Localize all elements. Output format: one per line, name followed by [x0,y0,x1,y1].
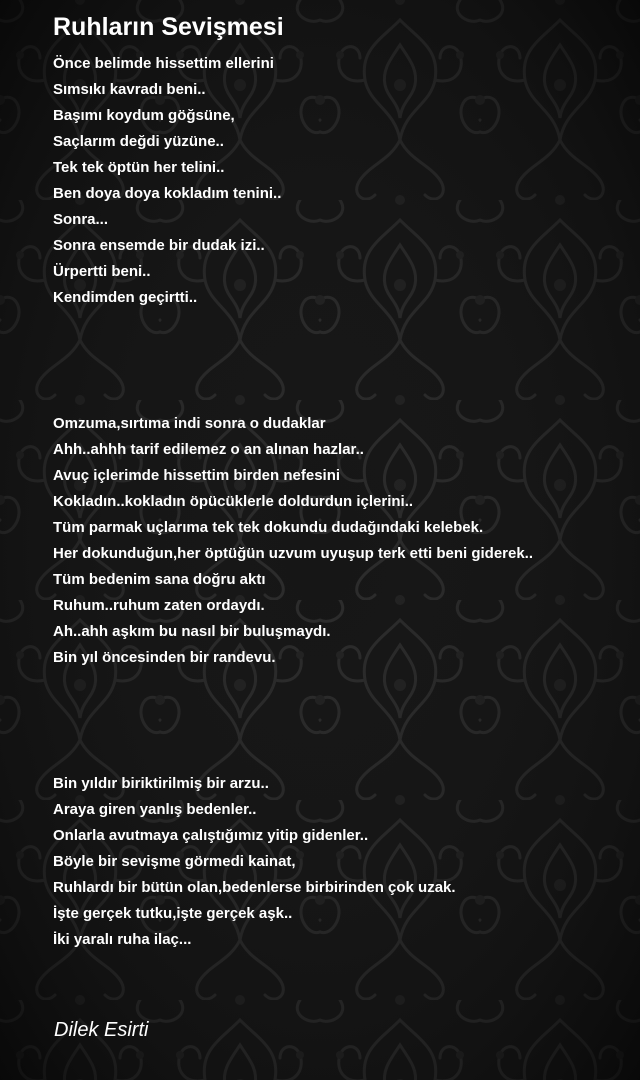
poem-stanza-1 [53,51,281,311]
poem-line: Sonra ensemde bir dudak izi.. [53,237,265,254]
poem-line: Onlarla avutmaya çalıştığımız yitip gidenler.. [53,827,369,844]
poem-stanza-3 [53,771,456,953]
poem-line: Saçlarım değdi yüzüne.. [53,133,224,150]
poem-line: Bin yıl öncesinden bir randevu. [53,649,276,666]
poem-author: Dilek Esirti [54,1019,149,1041]
poem-line: Ah..ahh aşkım bu nasıl bir buluşmaydı. [53,623,331,640]
poem-line: Omzuma,sırtıma indi sonra o dudaklar [53,415,326,432]
poem-line: Böyle bir sevişme görmedi kainat, [53,853,296,870]
poem-line: Ruhum..ruhum zaten ordaydı. [53,597,265,614]
poem-line: Ahh..ahhh tarif edilemez o an alınan hazlar.. [53,441,364,458]
poem-line: Kendimden geçirtti.. [53,289,198,306]
poem-line: Avuç içlerimde hissettim birden nefesini [53,467,341,484]
poem-line: Araya giren yanlış bedenler.. [53,801,257,818]
poem-line: Her dokunduğun,her öptüğün uzvum uyuşup terk etti beni giderek.. [53,545,534,562]
poem-line: Tüm bedenim sana doğru aktı [53,571,266,588]
poem-title: Ruhların Sevişmesi [53,13,284,41]
poem-line: Önce belimde hissettim ellerini [53,55,274,72]
poem-line: Kokladın..kokladın öpücüklerle doldurdun içlerini.. [53,493,414,510]
poem-line: Ruhlardı bir bütün olan,bedenlerse birbirinden çok uzak. [53,879,456,896]
poem-line: Bin yıldır biriktirilmiş bir arzu.. [53,775,269,792]
poem-line: Tek tek öptün her telini.. [53,159,225,176]
poem-stanza-2 [53,411,533,671]
poem-line: Sonra... [53,211,109,228]
poem-line: İşte gerçek tutku,işte gerçek aşk.. [53,905,293,922]
poem-line: Sımsıkı kavradı beni.. [53,81,206,98]
poem-line: Tüm parmak uçlarıma tek tek dokundu dudağındaki kelebek. [53,519,484,536]
poem-line: Ürpertti beni.. [53,263,151,280]
poem-line: Başımı koydum göğsüne, [53,107,235,124]
poem-line: İki yaralı ruha ilaç... [53,931,192,948]
poem-line: Ben doya doya kokladım tenini.. [53,185,282,202]
